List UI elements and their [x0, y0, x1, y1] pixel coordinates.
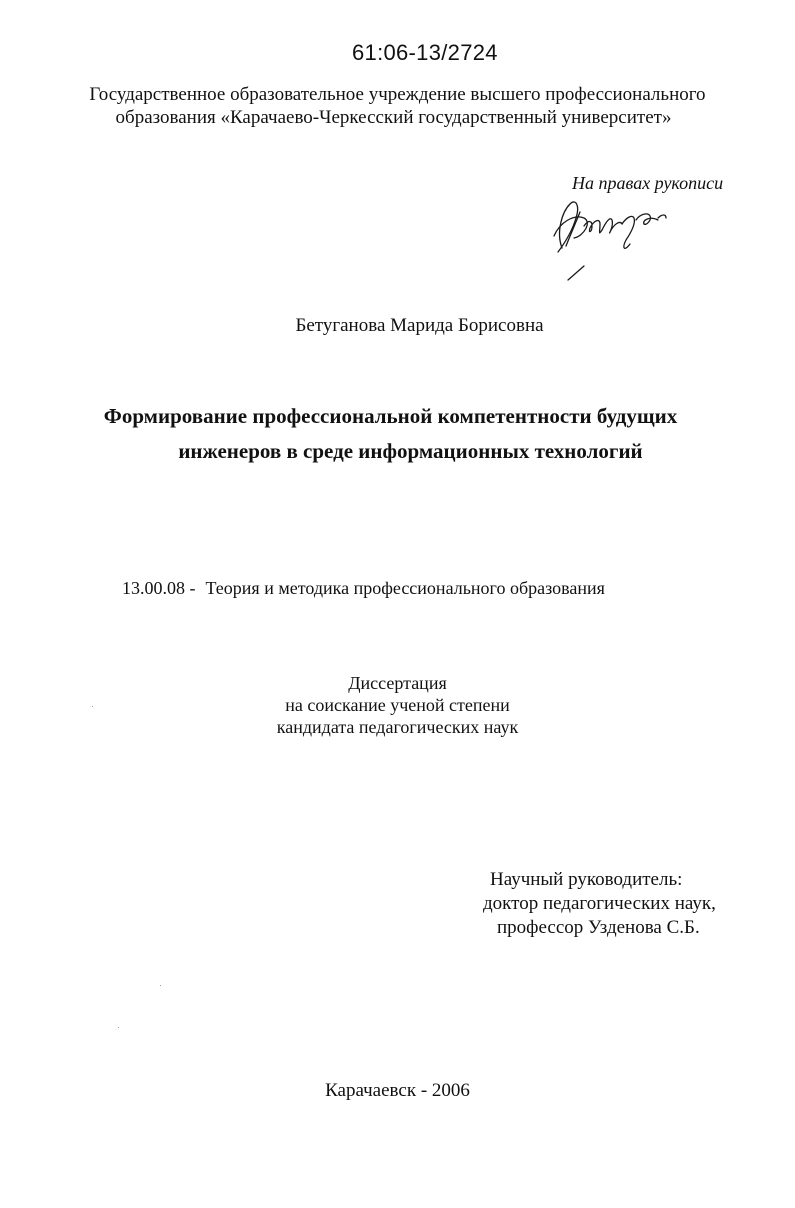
scan-speck [92, 706, 93, 707]
degree-line-3: кандидата педагогических наук [276, 717, 519, 737]
scan-speck [118, 1027, 119, 1028]
manuscript-note: На правах рукописи [572, 173, 724, 193]
author-name: Бетуганова Марида Борисовна [295, 315, 544, 336]
supervisor-line-1: Научный руководитель: [490, 869, 683, 890]
city-year: Карачаевск - 2006 [325, 1080, 470, 1101]
degree-line-1: Диссертация [348, 673, 447, 693]
catalog-number: 61:06-13/2724 [352, 40, 498, 65]
title-line-1: Формирование профессиональной компетентности будущих [103, 404, 678, 428]
institution-name [0, 83, 795, 129]
specialty-code: 13.00.08 - [122, 578, 196, 598]
specialty [122, 578, 605, 599]
supervisor-line-2: доктор педагогических наук, [483, 893, 716, 914]
supervisor-line-3: профессор Узденова С.Б. [497, 917, 700, 938]
degree-statement [0, 672, 795, 738]
degree-line-2: на соискание ученой степени [285, 695, 510, 715]
scan-speck [160, 985, 161, 986]
dissertation-title [0, 399, 795, 469]
institution-line-1: Государственное образовательное учреждение высшего профессионального [89, 84, 706, 105]
title-line-2: инженеров в среде информационных технологий [178, 439, 643, 463]
institution-line-2: образования «Карачаево-Черкесский государственный университет» [115, 107, 672, 128]
signature-image [540, 192, 680, 284]
specialty-name: Теория и методика профессионального образования [205, 578, 605, 598]
scientific-supervisor [480, 868, 716, 940]
